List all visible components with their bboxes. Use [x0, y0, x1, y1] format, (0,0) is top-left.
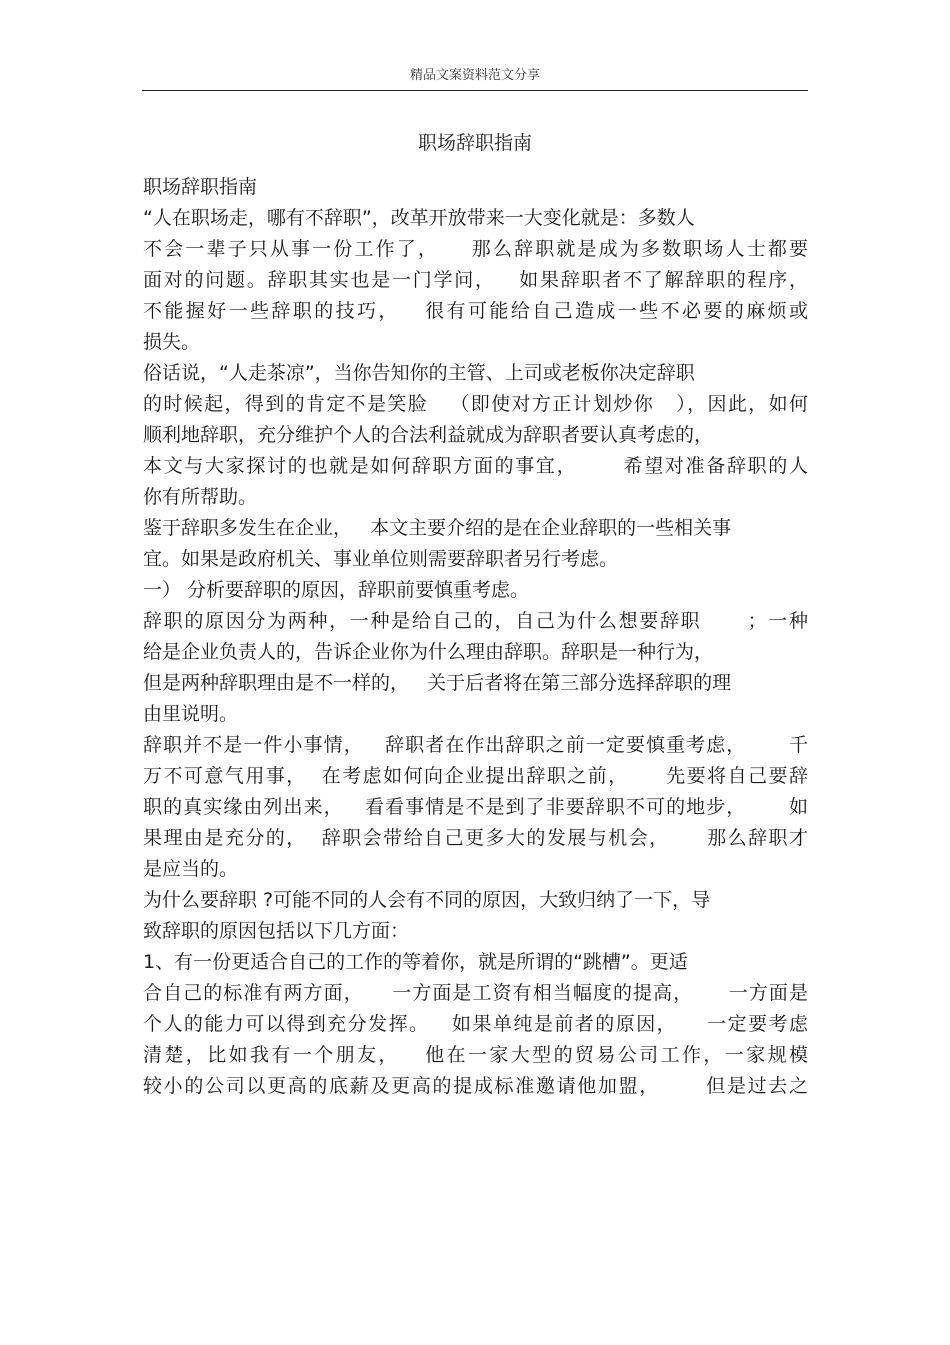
- header-divider: [142, 90, 808, 91]
- page-header: 精品文案资料范文分享: [409, 68, 540, 83]
- text-line: 为什么要辞职 ?可能不同的人会有不同的原因，大致归纳了一下，导: [143, 889, 711, 911]
- text-line: 本文与大家探讨的也就是如何辞职方面的事宜， 希望对准备辞职的人: [143, 455, 808, 477]
- text-line: 果理由是充分的， 辞职会带给自己更多大的发展与机会， 那么辞职才: [143, 827, 808, 849]
- text-line: 顺利地辞职，充分维护个人的合法利益就成为辞职者要认真考虑的，: [143, 424, 714, 446]
- text-line: 的时候起，得到的肯定不是笑脸 （即使对方正计划炒你 ），因此，如何: [143, 393, 808, 415]
- text-line: 宜。如果是政府机关、事业单位则需要辞职者另行考虑。: [143, 548, 619, 570]
- text-line: 不会一辈子只从事一份工作了， 那么辞职就是成为多数职场人士都要: [143, 238, 808, 260]
- text-line: 个人的能力可以得到充分发挥。 如果单纯是前者的原因， 一定要考虑: [143, 1013, 808, 1035]
- document-title: 职场辞职指南: [417, 132, 532, 154]
- text-line: 合自己的标准有两方面， 一方面是工资有相当幅度的提高， 一方面是: [143, 982, 808, 1004]
- text-line: 不能握好一些辞职的技巧， 很有可能给自己造成一些不必要的麻烦或: [143, 300, 808, 322]
- text-line: 辞职的原因分为两种，一种是给自己的，自己为什么想要辞职 ；一种: [143, 610, 808, 632]
- text-line: 职场辞职指南: [143, 176, 258, 198]
- text-line: 万不可意气用事， 在考虑如何向企业提出辞职之前， 先要将自己要辞: [143, 765, 808, 787]
- text-line: 损失。: [143, 331, 201, 353]
- text-line: 职的真实缘由列出来， 看看事情是不是到了非要辞职不可的地步， 如: [143, 796, 808, 818]
- text-line: 但是两种辞职理由是不一样的， 关于后者将在第三部分选择辞职的理: [143, 672, 732, 694]
- text-line: “人在职场走，哪有不辞职”，改革开放带来一大变化就是：多数人: [143, 207, 695, 229]
- text-line: 给是企业负责人的，告诉企业你为什么理由辞职。辞职是一种行为，: [143, 641, 714, 663]
- text-line: 俗话说，“人走茶凉”，当你告知你的主管、上司或老板你决定辞职: [143, 362, 695, 384]
- text-line: 由里说明。: [143, 703, 239, 725]
- document-body: [143, 172, 808, 1102]
- text-line: 面对的问题。辞职其实也是一门学问， 如果辞职者不了解辞职的程序，: [143, 269, 808, 291]
- text-line: 清楚，比如我有一个朋友， 他在一家大型的贸易公司工作，一家规模: [143, 1044, 808, 1066]
- text-line: 你有所帮助。: [143, 486, 258, 508]
- text-line: 一） 分析要辞职的原因，辞职前要慎重考虑。: [143, 579, 530, 601]
- text-line: 致辞职的原因包括以下几方面：: [143, 920, 410, 942]
- text-line: 1、有一份更适合自己的工作的等着你，就是所谓的“跳槽”。更适: [143, 951, 688, 973]
- text-line: 是应当的。: [143, 858, 239, 880]
- text-line: 鉴于辞职多发生在企业， 本文主要介绍的是在企业辞职的一些相关事: [143, 517, 732, 539]
- text-line: 辞职并不是一件小事情， 辞职者在作出辞职之前一定要慎重考虑， 千: [143, 734, 808, 756]
- text-line: 较小的公司以更高的底薪及更高的提成标准邀请他加盟， 但是过去之: [143, 1075, 808, 1097]
